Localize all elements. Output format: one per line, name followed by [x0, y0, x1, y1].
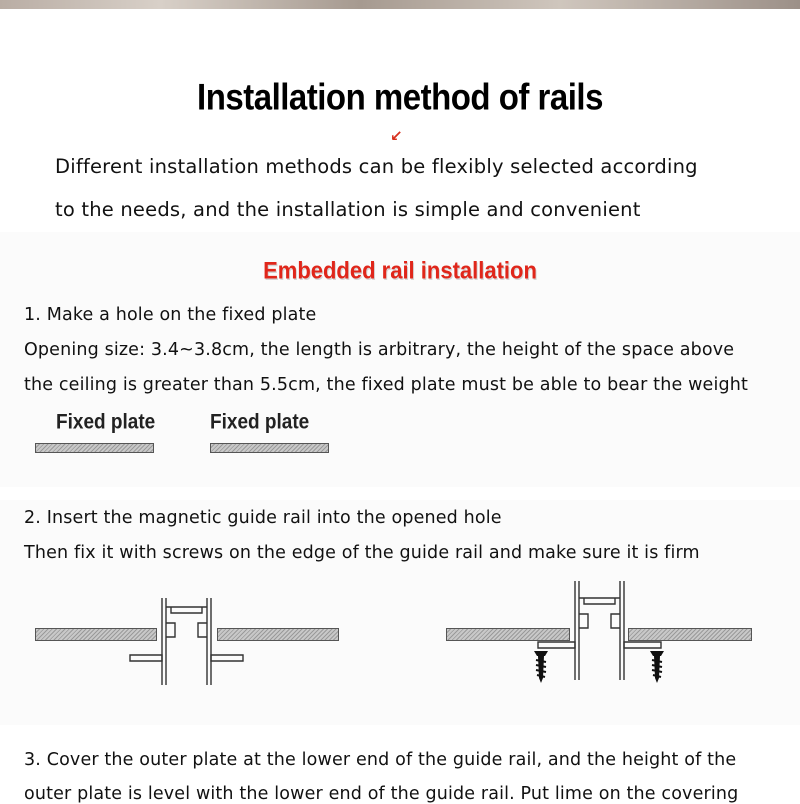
fixed-plate-label-left: Fixed plate	[56, 410, 156, 434]
step1-heading: 1. Make a hole on the fixed plate	[24, 305, 317, 325]
intro-text	[55, 145, 775, 231]
step3-line-2: outer plate is level with the lower end of the guide rail. Put lime on the covering	[24, 784, 739, 804]
fixed-plate-label-right: Fixed plate	[210, 410, 310, 434]
page-title: Installation method of rails	[197, 75, 603, 118]
top-photo-strip	[0, 0, 800, 9]
step1-line-1: Opening size: 3.4~3.8cm, the length is arbitrary, the height of the space above	[24, 340, 735, 360]
screw-icon-right	[649, 650, 665, 684]
diagram1-guide-rail	[125, 593, 250, 688]
step1-line-2: the ceiling is greater than 5.5cm, the fixed plate must be able to bear the weight	[24, 375, 748, 395]
intro-line-1: Different installation methods can be flexibly selected according	[55, 155, 698, 178]
fixed-plate-left	[35, 443, 154, 453]
intro-line-2: to the needs, and the installation is simple and convenient	[55, 198, 641, 221]
section-title: Embedded rail installation	[263, 256, 537, 285]
arrow-down-left-icon: ↙	[390, 127, 403, 145]
screw-icon-left	[533, 650, 549, 684]
step3-line-1: 3. Cover the outer plate at the lower end of the guide rail, and the height of the	[24, 750, 737, 770]
step2-heading: 2. Insert the magnetic guide rail into the opened hole	[24, 508, 502, 528]
fixed-plate-right	[210, 443, 329, 453]
step2-line-1: Then fix it with screws on the edge of the guide rail and make sure it is firm	[24, 543, 700, 563]
